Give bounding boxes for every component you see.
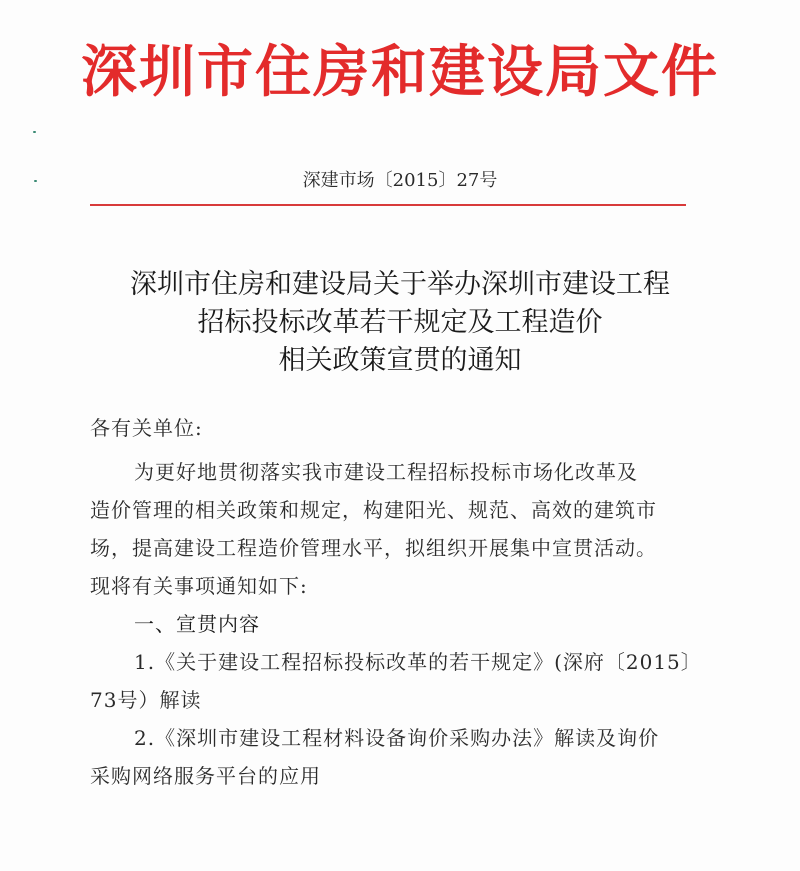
document-number: 深建市场〔2015〕27号 — [302, 170, 498, 191]
red-divider-line — [90, 204, 686, 206]
scan-speck — [34, 180, 37, 182]
item-2-line-1: 2.《深圳市建设工程材料设备询价采购办法》解读及询价 — [134, 726, 660, 750]
notice-title-line-3: 相关政策宣贯的通知 — [278, 345, 522, 376]
intro-line-4: 现将有关事项通知如下: — [90, 574, 308, 598]
item-1-line-1: 1.《关于建设工程招标投标改革的若干规定》(深府〔2015〕 — [134, 650, 702, 674]
scan-speck — [33, 131, 36, 133]
issuing-authority-title: 深圳市住房和建设局文件 — [81, 40, 719, 105]
section-heading: 一、宣贯内容 — [134, 612, 260, 636]
intro-line-2: 造价管理的相关政策和规定，构建阳光、规范、高效的建筑市 — [90, 498, 657, 522]
intro-line-3: 场，提高建设工程造价管理水平，拟组织开展集中宣贯活动。 — [90, 536, 657, 560]
salutation: 各有关单位: — [90, 416, 203, 440]
item-1-line-2: 73号）解读 — [90, 688, 202, 712]
notice-title-line-1: 深圳市住房和建设局关于举办深圳市建设工程 — [130, 269, 670, 300]
notice-title-line-2: 招标投标改革若干规定及工程造价 — [197, 307, 603, 338]
intro-line-1: 为更好地贯彻落实我市建设工程招标投标市场化改革及 — [134, 460, 638, 484]
item-2-line-2: 采购网络服务平台的应用 — [90, 764, 321, 788]
